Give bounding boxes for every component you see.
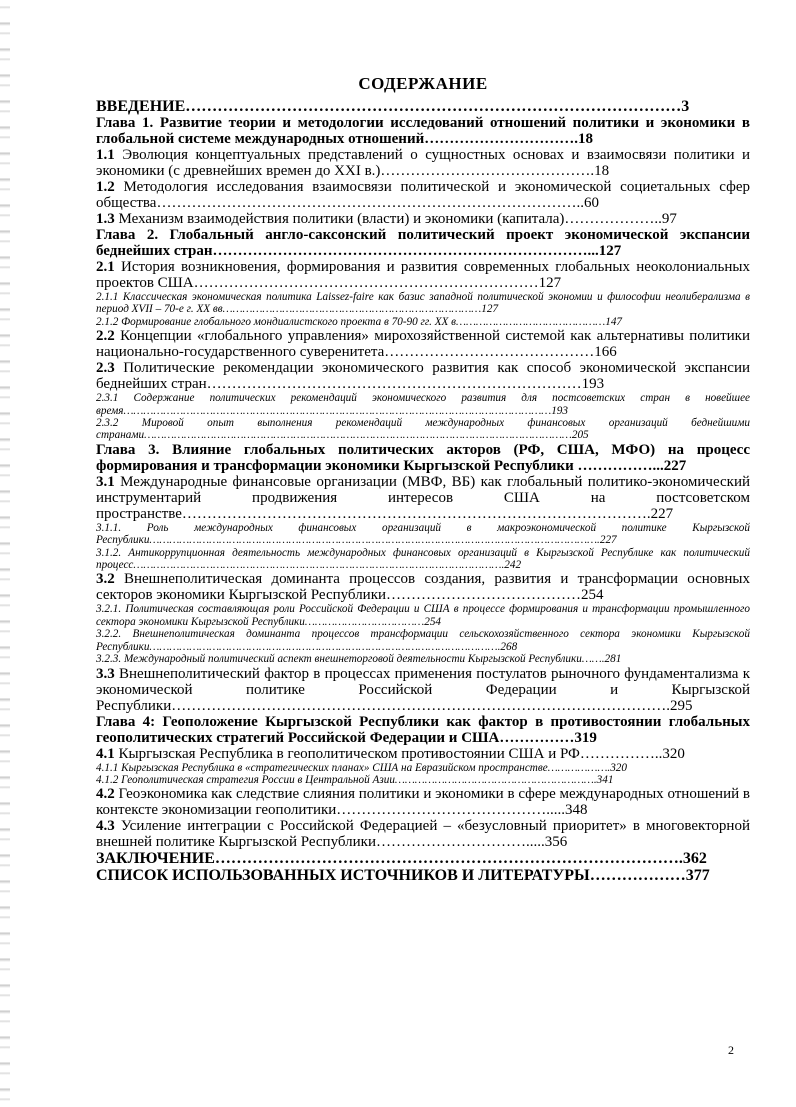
toc-entry-chapter-4[interactable]: Глава 4: Геоположение Кыргызской Республики как фактор в противостоянии глобальных геополитических стратегий Российской Федерации и США……………319 — [96, 713, 750, 746]
toc-entry-section[interactable]: 1.3 Механизм взаимодействия политики (власти) и экономики (капитала)………………..97 — [96, 211, 677, 227]
toc-entry-section[interactable]: 1.1 Эволюция концептуальных представлений о сущностных основах и взаимосвязи политики и экономики (с древнейших времен до XXI в.)…………………………………….18 — [96, 147, 750, 179]
scan-edge — [0, 0, 10, 1107]
toc-entry-subsection[interactable]: 2.1.2 Формирование глобального мондиалистского проекта в 70-90 гг. XX в………………………………………147 — [96, 315, 623, 328]
toc-entry-section[interactable]: 4.1 Кыргызская Республика в геополитическом противостоянии США и РФ……………..320 — [96, 745, 685, 762]
toc-entry-section[interactable]: 4.2 Геоэкономика как следствие слияния политики и экономики в сфере международных отношений в контексте экономизации геополитики…………………………………….....348 — [96, 786, 750, 819]
toc-entry-subsection[interactable]: 2.3.1 Содержание политических рекомендаций экономического развития для постсоветских стран в новейшее время…………………………………………………………………………………………………………………193 — [96, 392, 750, 417]
page-number: 2 — [728, 1043, 734, 1057]
toc-entry-section[interactable]: 3.1 Международные финансовые организации (МВФ, ВБ) как глобальный политико-экономический инструментарий продвижения интересов США на постсоветском пространстве………………………………………………………………………………….227 — [96, 473, 750, 522]
toc-entry-subsection[interactable]: 3.2.2. Внешнеполитическая доминанта процессов трансформации сельскохозяйственного сектора экономики Кыргызской Республики…………………………………………………………………………………………….268 — [96, 628, 750, 653]
toc-entry-section[interactable]: 2.2 Концепции «глобального управления» мирохозяйственной системой как альтернативы политики национально-государственного суверенитета……………………………………166 — [96, 328, 750, 361]
toc-entry-introduction[interactable]: ВВЕДЕНИЕ…………………………………………………………………………………3 — [96, 98, 690, 115]
toc-entry-subsection[interactable]: 3.2.3. Международный политический аспект внешнеторговой деятельности Кыргызской Республики…….281 — [96, 653, 622, 666]
toc-entry-bibliography[interactable]: СПИСОК ИСПОЛЬЗОВАННЫХ ИСТОЧНИКОВ И ЛИТЕРАТУРЫ………………377 — [96, 867, 710, 885]
toc-entry-subsection[interactable]: 3.1.1. Роль международных финансовых организаций в макроэкономической политике Кыргызской Республики……………………………………………………………………………………………………………………….227 — [96, 521, 750, 547]
toc-entry-subsection[interactable]: 3.1.2. Антикоррупционная деятельность международных финансовых организаций в Кыргызской Республике как политический процесс………………………………………………………………………………………………….242 — [96, 546, 750, 572]
toc-entry-section[interactable]: 1.2 Методология исследования взаимосвязи политической и экономической социетальных сфер общества…………………………………………………………………………..60 — [96, 179, 750, 211]
page-title: СОДЕРЖАНИЕ — [358, 74, 488, 93]
toc-entry-subsection[interactable]: 4.1.2 Геополитическая стратегия России в Центральной Азии…………………………………………………….341 — [96, 773, 614, 786]
toc-entry-section[interactable]: 2.3 Политические рекомендации экономического развития как способ экономической экспансии беднейших стран…………………………………………………………………193 — [96, 360, 750, 393]
toc-entry-conclusion[interactable]: ЗАКЛЮЧЕНИЕ…………………………………………………………………………….362 — [96, 850, 707, 868]
toc-entry-subsection[interactable]: 2.1.1 Классическая экономическая политика Laissez-faire как базис западной политической экономии и философии неолиберализма в период XVII – 70-е г. XX вв……………………………………………………………………127 — [96, 291, 750, 316]
document-page — [96, 74, 750, 884]
toc-entry-subsection[interactable]: 2.3.2 Мировой опыт выполнения рекомендаций международных финансовых организаций беднейшими странами…………………………………………………………………………………………………………………205 — [96, 417, 750, 442]
table-of-contents — [96, 98, 750, 884]
toc-entry-chapter-1[interactable]: Глава 1. Развитие теории и методологии исследований отношений политики и экономики в глобальной системе международных отношений………………………….18 — [96, 115, 750, 147]
toc-entry-chapter-3[interactable]: Глава 3. Влияние глобальных политических акторов (РФ, США, МФО) на процесс формирования и трансформации экономики Кыргызской Республики ……………...227 — [96, 441, 750, 474]
toc-entry-chapter-2[interactable]: Глава 2. Глобальный англо-саксонский политический проект экономической экспансии беднейших стран…………………………………………………………………...127 — [96, 227, 750, 259]
toc-entry-section[interactable]: 4.3 Усиление интеграции с Российской Федерацией – «безусловный приоритет» в многовекторной внешней политике Кыргызской Республики………………………….....356 — [96, 818, 750, 851]
toc-entry-subsection[interactable]: 3.2.1. Политическая составляющая роли Российской Федерации и США в процессе формирования и трансформации промышленного сектора экономики Кыргызской Республики………………………………254 — [96, 603, 750, 628]
toc-entry-subsection[interactable]: 4.1.1 Кыргызская Республика в «стратегических планах» США на Евразийском пространстве……………….320 — [96, 761, 627, 774]
toc-entry-section[interactable]: 3.3 Внешнеполитический фактор в процессах применения постулатов рыночного фундаментализма к экономической политике Российской Федерации и Кыргызской Республики……………………………………………………………………………………….295 — [96, 665, 750, 714]
toc-entry-section[interactable]: 2.1 История возникновения, формирования и развития современных глобальных неоколониальных проектов США……………………………………………………………127 — [96, 259, 750, 291]
toc-entry-section[interactable]: 3.2 Внешнеполитическая доминанта процессов создания, развития и трансформации основных секторов экономики Кыргызской Республики…………………………………254 — [96, 571, 750, 604]
